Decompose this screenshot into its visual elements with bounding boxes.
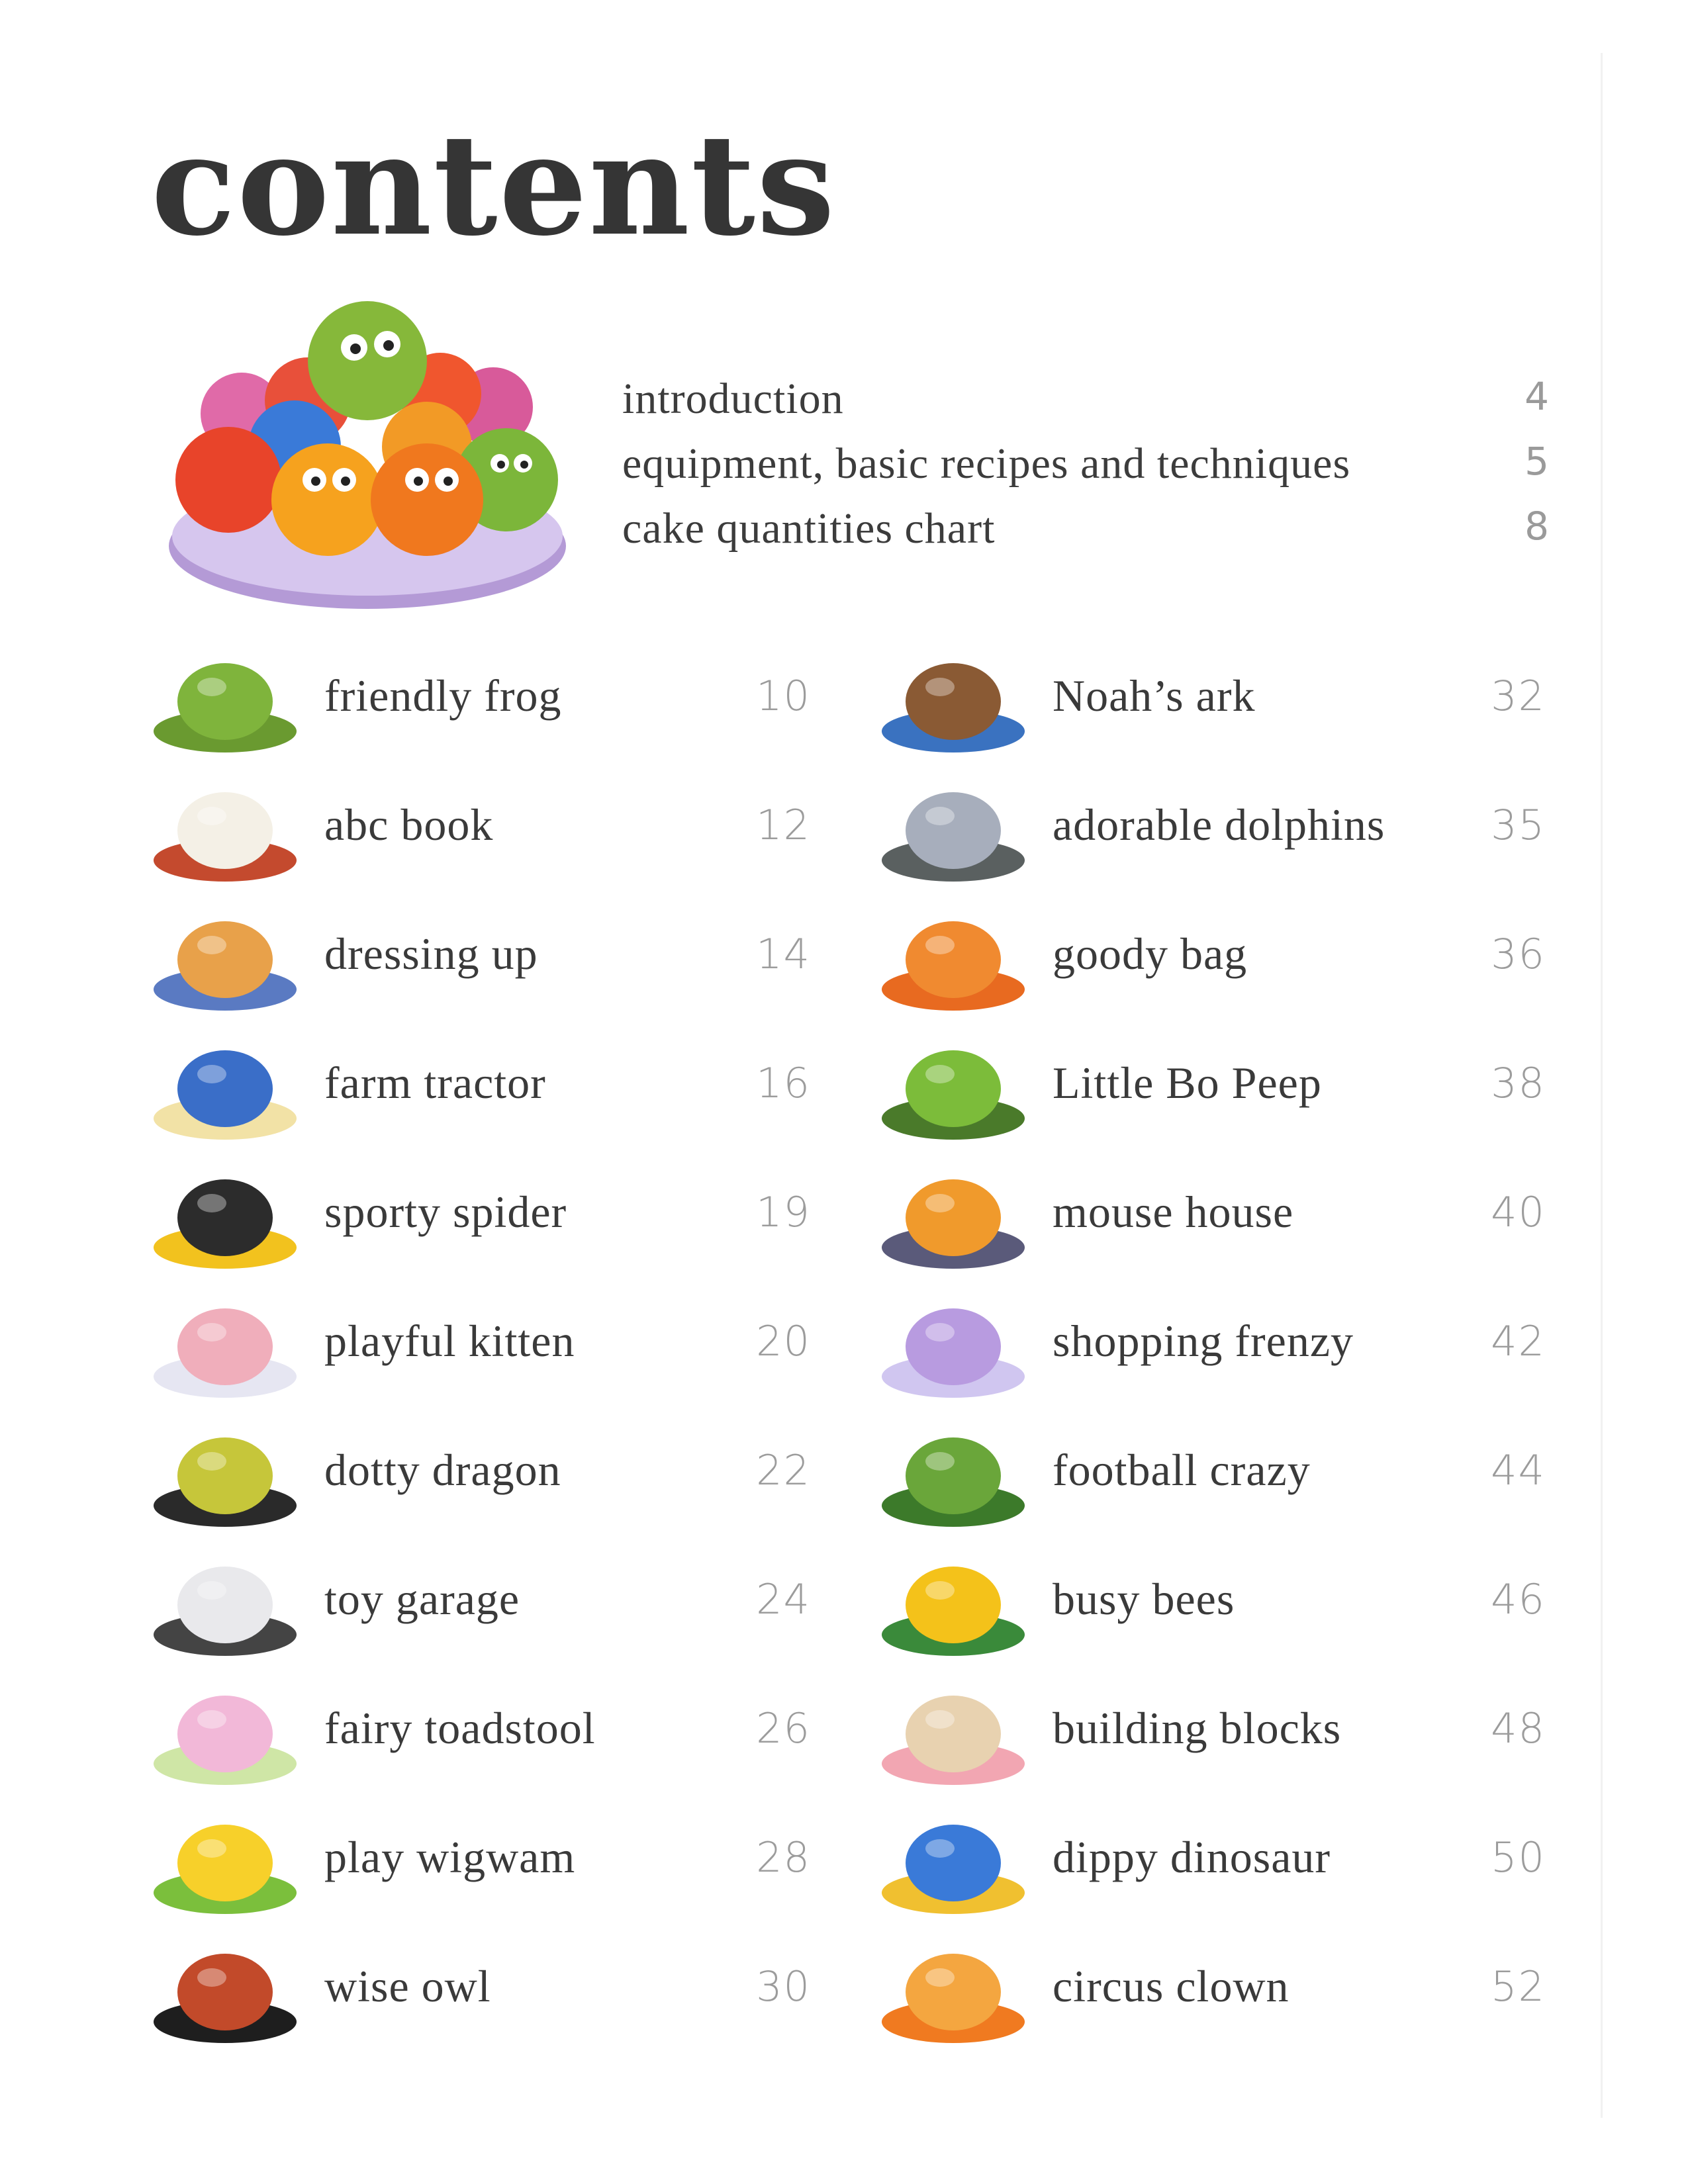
- left-contents-column: [149, 635, 811, 2055]
- page-number: 16: [756, 1059, 811, 1107]
- garage-cake-icon: [149, 1539, 308, 1664]
- entry-title: goody bag: [1053, 929, 1248, 979]
- entry-title: farm tractor: [324, 1058, 546, 1108]
- blocks-cake-icon: [877, 1668, 1036, 1794]
- contents-entry[interactable]: [877, 1797, 1546, 1926]
- page-number: 8: [1524, 504, 1549, 549]
- contents-entry[interactable]: [149, 1410, 811, 1539]
- front-entry-cake-quantities[interactable]: [622, 504, 1549, 569]
- beehive-cake-icon: [877, 1539, 1036, 1664]
- page-edge-shadow: [1601, 53, 1603, 2118]
- page-number: 38: [1491, 1059, 1546, 1107]
- contents-entry[interactable]: [149, 893, 811, 1023]
- entry-title: dotty dragon: [324, 1445, 561, 1495]
- contents-entry[interactable]: [877, 764, 1546, 893]
- entry-title: shopping frenzy: [1053, 1316, 1354, 1366]
- contents-entry[interactable]: [877, 1410, 1546, 1539]
- entry-title: wise owl: [324, 1961, 491, 2011]
- entry-title: building blocks: [1053, 1703, 1342, 1753]
- kitten-cake-icon: [149, 1281, 308, 1406]
- page-number: 36: [1491, 930, 1546, 978]
- page-number: 52: [1491, 1962, 1546, 2011]
- entry-title: sporty spider: [324, 1187, 567, 1237]
- page-number: 35: [1491, 801, 1546, 849]
- dressing-up-cake-icon: [149, 893, 308, 1019]
- entry-title: equipment, basic recipes and techniques: [622, 439, 1351, 488]
- dragon-cake-icon: [149, 1410, 308, 1535]
- entry-title: adorable dolphins: [1053, 799, 1385, 850]
- entry-title: playful kitten: [324, 1316, 575, 1366]
- entry-title: dippy dinosaur: [1053, 1832, 1331, 1882]
- contents-entry[interactable]: [877, 1152, 1546, 1281]
- page-number: 32: [1491, 672, 1546, 720]
- dolphins-cake-icon: [877, 764, 1036, 890]
- goody-bag-cake-icon: [877, 893, 1036, 1019]
- page-number: 10: [756, 672, 811, 720]
- page-number: 24: [756, 1575, 811, 1623]
- contents-entry[interactable]: [877, 635, 1546, 764]
- contents-entry[interactable]: [149, 1152, 811, 1281]
- frog-cake-icon: [149, 635, 308, 761]
- entry-title: abc book: [324, 799, 494, 850]
- page-number: 22: [756, 1446, 811, 1494]
- contents-entry[interactable]: [877, 1023, 1546, 1152]
- entry-title: toy garage: [324, 1574, 520, 1624]
- bo-peep-cake-icon: [877, 1023, 1036, 1148]
- contents-entry[interactable]: [149, 1926, 811, 2055]
- page-number: 50: [1491, 1833, 1546, 1882]
- mouse-house-cake-icon: [877, 1152, 1036, 1277]
- page-number: 28: [756, 1833, 811, 1882]
- contents-entry[interactable]: [149, 764, 811, 893]
- front-matter-list: [622, 374, 1549, 569]
- contents-entry[interactable]: [149, 1281, 811, 1410]
- right-contents-column: [877, 635, 1546, 2055]
- contents-entry[interactable]: [877, 1539, 1546, 1668]
- page-number: 4: [1524, 374, 1549, 419]
- contents-entry[interactable]: [149, 1023, 811, 1152]
- contents-entry[interactable]: [149, 1539, 811, 1668]
- page-number: 44: [1491, 1446, 1546, 1494]
- spider-cake-icon: [149, 1152, 308, 1277]
- page-number: 20: [756, 1317, 811, 1365]
- tractor-cake-icon: [149, 1023, 308, 1148]
- entry-title: friendly frog: [324, 670, 562, 721]
- contents-entry[interactable]: [149, 1797, 811, 1926]
- page-number: 19: [756, 1188, 811, 1236]
- page-number: 26: [756, 1704, 811, 1752]
- contents-entry[interactable]: [149, 1668, 811, 1797]
- page-title: contents: [151, 103, 837, 267]
- entry-title: Little Bo Peep: [1053, 1058, 1322, 1108]
- entry-title: cake quantities chart: [622, 504, 996, 553]
- clown-cake-icon: [877, 1926, 1036, 2052]
- owl-cake-icon: [149, 1926, 308, 2052]
- wigwam-cake-icon: [149, 1797, 308, 1923]
- entry-title: football crazy: [1053, 1445, 1311, 1495]
- football-cake-icon: [877, 1410, 1036, 1535]
- page-number: 5: [1524, 439, 1549, 484]
- contents-entry[interactable]: [877, 1668, 1546, 1797]
- entry-title: introduction: [622, 375, 844, 423]
- contents-entry[interactable]: [877, 1926, 1546, 2055]
- entry-title: dressing up: [324, 929, 538, 979]
- toadstool-cake-icon: [149, 1668, 308, 1794]
- entry-title: Noah’s ark: [1053, 670, 1256, 721]
- book-cake-icon: [149, 764, 308, 890]
- contents-entry[interactable]: [877, 1281, 1546, 1410]
- page-number: 46: [1491, 1575, 1546, 1623]
- page-number: 40: [1491, 1188, 1546, 1236]
- page-number: 30: [756, 1962, 811, 2011]
- entry-title: busy bees: [1053, 1574, 1235, 1624]
- entry-title: mouse house: [1053, 1187, 1294, 1237]
- dinosaur-cake-icon: [877, 1797, 1036, 1923]
- ark-cake-icon: [877, 635, 1036, 761]
- page-number: 42: [1491, 1317, 1546, 1365]
- page-number: 14: [756, 930, 811, 978]
- monster-cakes-photo: [162, 281, 586, 625]
- front-entry-equipment[interactable]: [622, 439, 1549, 504]
- shopping-cake-icon: [877, 1281, 1036, 1406]
- front-entry-introduction[interactable]: [622, 374, 1549, 439]
- contents-entry[interactable]: [149, 635, 811, 764]
- entry-title: fairy toadstool: [324, 1703, 596, 1753]
- page-number: 12: [756, 801, 811, 849]
- entry-title: circus clown: [1053, 1961, 1289, 2011]
- entry-title: play wigwam: [324, 1832, 576, 1882]
- page-number: 48: [1491, 1704, 1546, 1752]
- contents-entry[interactable]: [877, 893, 1546, 1023]
